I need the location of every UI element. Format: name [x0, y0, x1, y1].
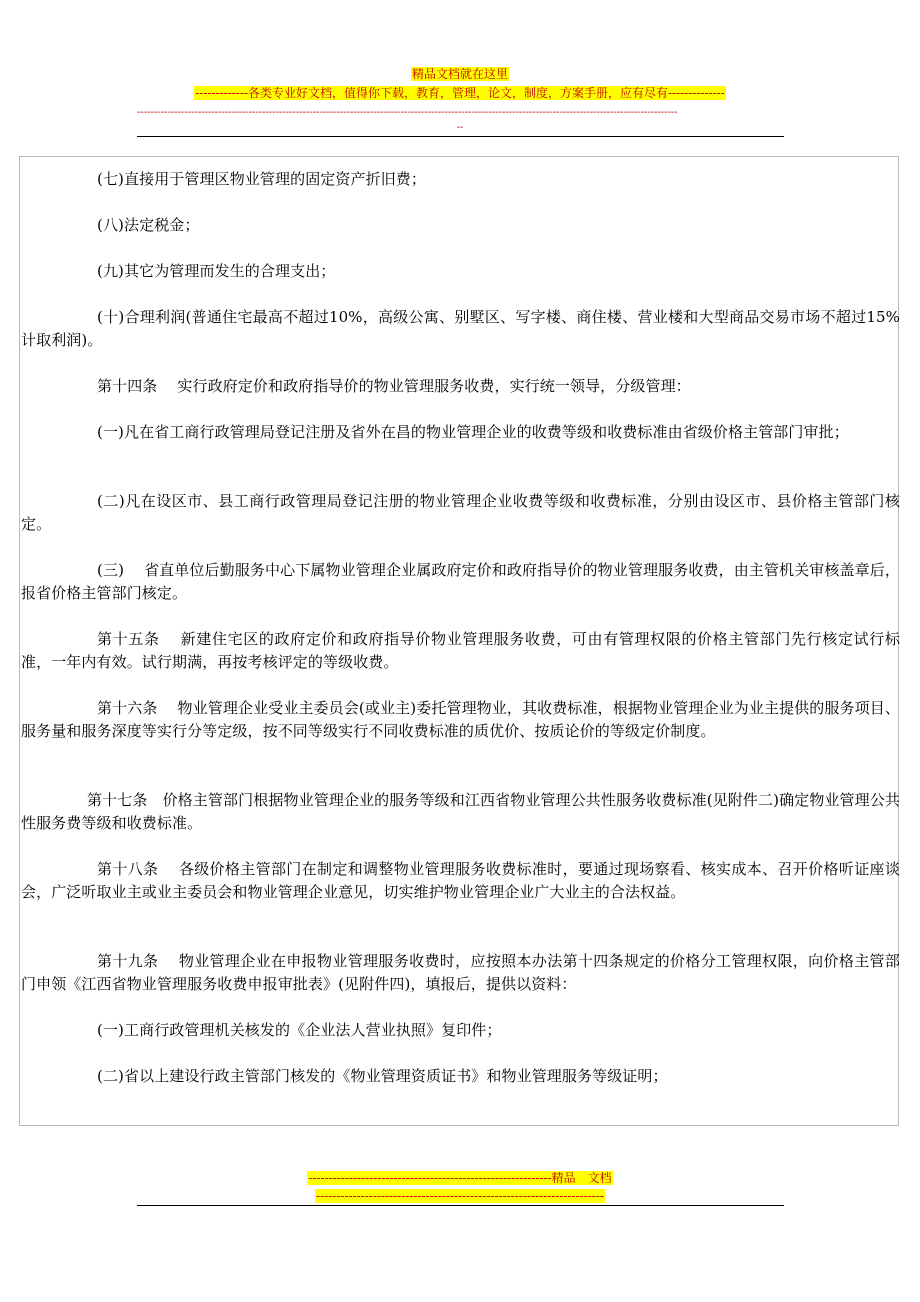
header-tagline	[0, 86, 920, 100]
header-dash-tail: --	[456, 122, 464, 133]
article-18: 第十八条 各级价格主管部门在制定和调整物业管理服务收费标准时，要通过现场察看、核实成本、召开价格听证座谈会，广泛听取业主或业主委员会和物业管理企业意见，切实维护物业管理企业广大业主的合法权益。	[21, 860, 900, 901]
paragraph-9: (九)其它为管理而发生的合理支出；	[97, 262, 336, 280]
article-19: 第十九条 物业管理企业在申报物业管理服务收费时，应按照本办法第十四条规定的价格分工管理权限，向价格主管部门申领《江西省物业管理服务收费申报审批表》(见附件四)，填报后，提供以资料：	[21, 952, 900, 993]
article-17: 第十七条 价格主管部门根据物业管理企业的服务等级和江西省物业管理公共性服务收费标准(见附件二)确定物业管理公共性服务费等级和收费标准。	[21, 791, 900, 832]
article-14-item-2: (二)凡在设区市、县工商行政管理局登记注册的物业管理企业收费等级和收费标准，分别由设区市、县价格主管部门核定。	[21, 492, 900, 533]
article-14-item-3: (三) 省直单位后勤服务中心下属物业管理企业属政府定价和政府指导价的物业管理服务收费，由主管机关审核盖章后，报省价格主管部门核定。	[21, 561, 900, 602]
paragraph-7: (七)直接用于管理区物业管理的固定资产折旧费；	[97, 170, 427, 188]
article-14: 第十四条 实行政府定价和政府指导价的物业管理服务收费，实行统一领导，分级管理：	[97, 377, 691, 395]
paragraph-8: (八)法定税金；	[97, 216, 200, 234]
header-title-text: 精品文档就在这里	[411, 67, 508, 81]
article-16: 第十六条 物业管理企业受业主委员会(或业主)委托管理物业，其收费标准，根据物业管理企业为业主提供的服务项目、服务量和服务深度等实行分等定级，按不同等级实行不同收费标准的质优价、按质论价的等级定价制度。	[21, 699, 900, 740]
footer-dash-text: -----------------------------------------------------------------------	[316, 1189, 604, 1203]
header-dash-line: ----------------------------------------------------------------------------------------------------------------------------------------------------------------	[137, 107, 678, 118]
footer-title-text: ------------------------------------------------------------精品 文档	[308, 1171, 612, 1185]
header-rule	[137, 136, 784, 137]
footer-dash	[0, 1189, 920, 1203]
footer-title	[0, 1171, 920, 1185]
article-19-item-2: (二)省以上建设行政主管部门核发的《物业管理资质证书》和物业管理服务等级证明；	[97, 1067, 668, 1085]
document-body	[19, 156, 899, 1126]
header-tagline-text: -------------各类专业好文档，值得你下载，教育，管理，论文，制度，方案手册，应有尽有--------------	[195, 86, 725, 100]
paragraph-10: (十)合理利润(普通住宅最高不超过10%，高级公寓、别墅区、写字楼、商住楼、营业楼和大型商品交易市场不超过15%计取利润)。	[21, 308, 900, 349]
article-15: 第十五条 新建住宅区的政府定价和政府指导价物业管理服务收费，可由有管理权限的价格主管部门先行核定试行标准，一年内有效。试行期满，再按考核评定的等级收费。	[21, 630, 900, 671]
article-14-item-1: (一)凡在省工商行政管理局登记注册及省外在昌的物业管理企业的收费等级和收费标准由省级价格主管部门审批；	[97, 423, 849, 441]
article-19-item-1: (一)工商行政管理机关核发的《企业法人营业执照》复印件；	[97, 1021, 502, 1039]
header-title	[0, 67, 920, 81]
footer-rule	[137, 1205, 784, 1206]
